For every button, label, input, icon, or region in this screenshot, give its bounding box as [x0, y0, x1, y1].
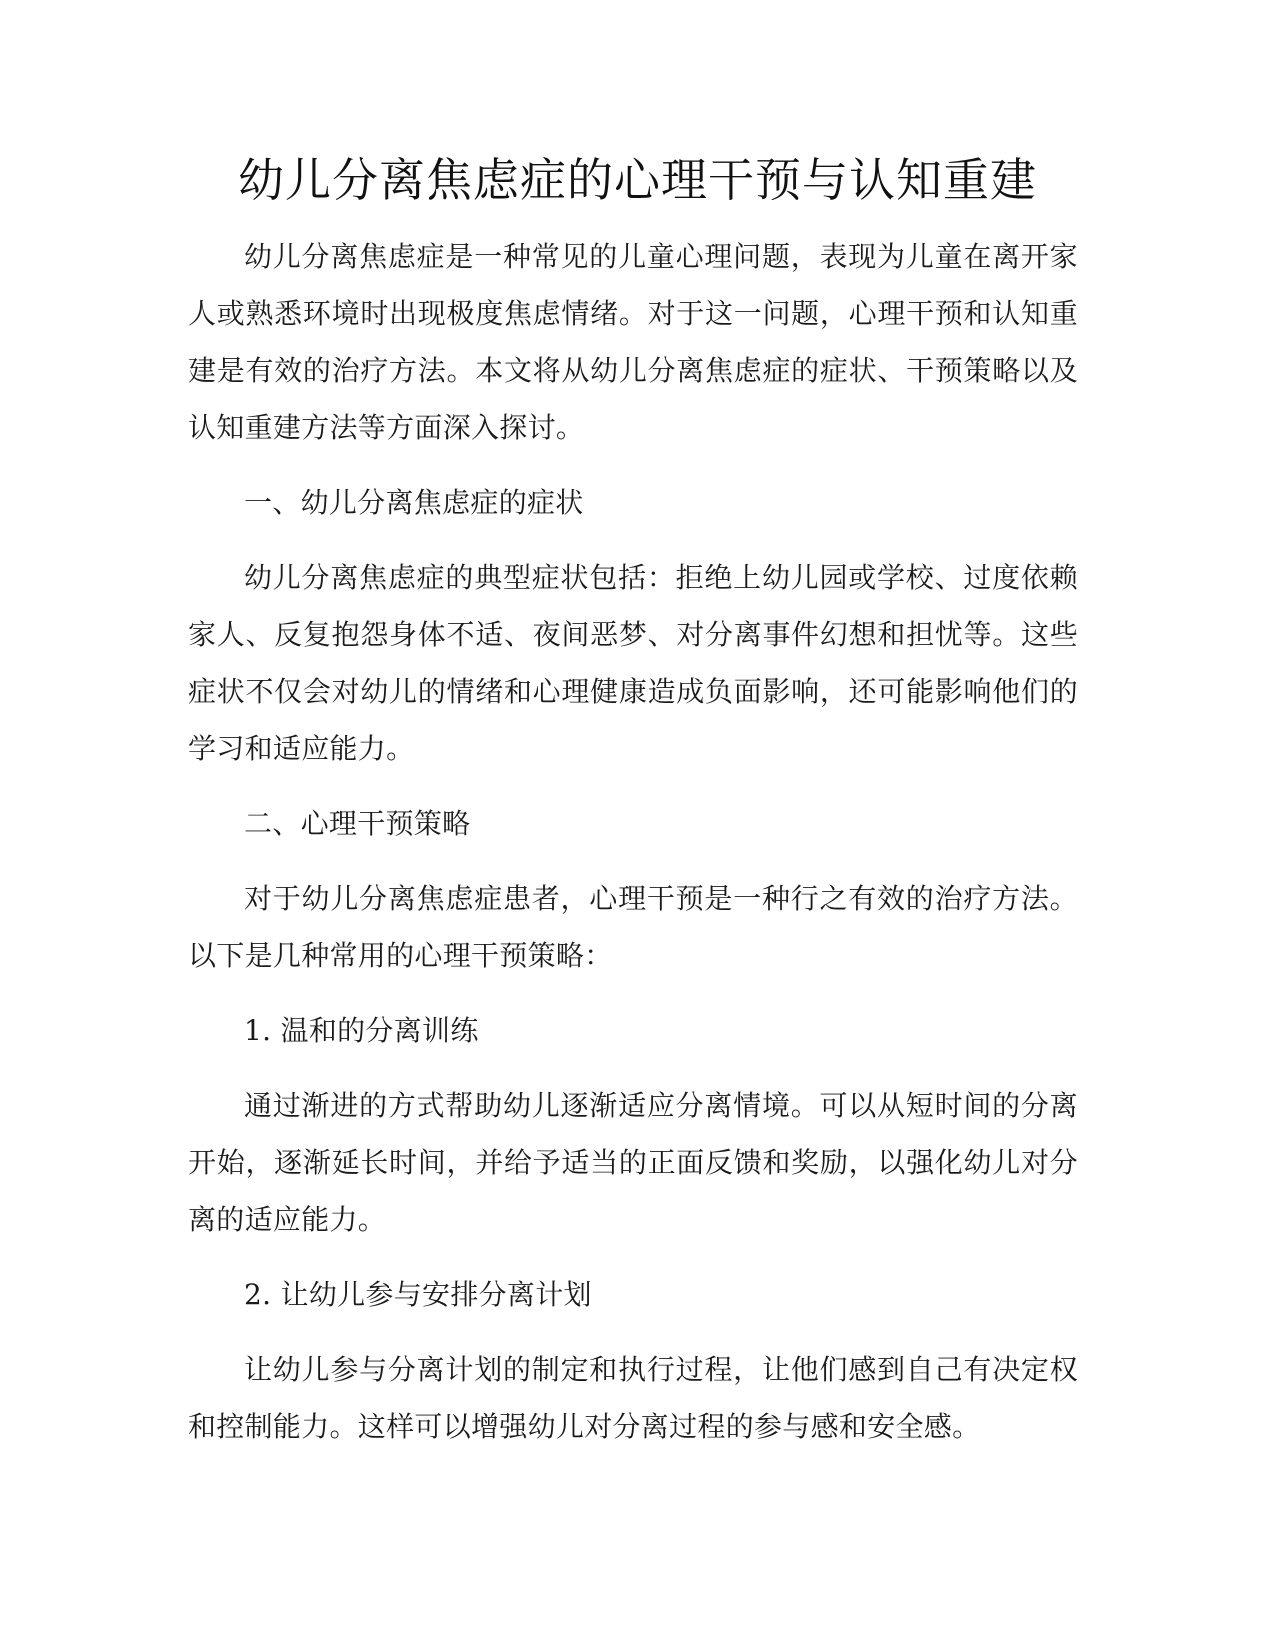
- intro-paragraph: 幼儿分离焦虑症是一种常见的儿童心理问题，表现为儿童在离开家人或熟悉环境时出现极度焦虑情绪。对于这一问题，心理干预和认知重建是有效的治疗方法。本文将从幼儿分离焦虑症的症状、干预策略以及认知重建方法等方面深入探讨。: [188, 240, 1078, 444]
- document-body: [188, 228, 1078, 1455]
- item-2-paragraph: 让幼儿参与分离计划的制定和执行过程，让他们感到自己有决定权和控制能力。这样可以增强幼儿对分离过程的参与感和安全感。: [188, 1353, 1078, 1443]
- section-1-heading: 一、幼儿分离焦虑症的症状: [244, 486, 584, 519]
- item-2-heading: 2. 让幼儿参与安排分离计划: [244, 1278, 592, 1311]
- item-1-paragraph: 通过渐进的方式帮助幼儿逐渐适应分离情境。可以从短时间的分离开始，逐渐延长时间，并给予适当的正面反馈和奖励，以强化幼儿对分离的适应能力。: [188, 1089, 1078, 1236]
- section-2-heading: 二、心理干预策略: [244, 807, 471, 840]
- section-2-paragraph: 对于幼儿分离焦虑症患者，心理干预是一种行之有效的治疗方法。以下是几种常用的心理干预策略：: [188, 882, 1078, 972]
- section-1-paragraph: 幼儿分离焦虑症的典型症状包括：拒绝上幼儿园或学校、过度依赖家人、反复抱怨身体不适、夜间恶梦、对分离事件幻想和担忧等。这些症状不仅会对幼儿的情绪和心理健康造成负面影响，还可能影响他们的学习和适应能力。: [188, 561, 1078, 765]
- document-title: 幼儿分离焦虑症的心理干预与认知重建: [238, 153, 1037, 207]
- item-1-heading: 1. 温和的分离训练: [244, 1014, 479, 1047]
